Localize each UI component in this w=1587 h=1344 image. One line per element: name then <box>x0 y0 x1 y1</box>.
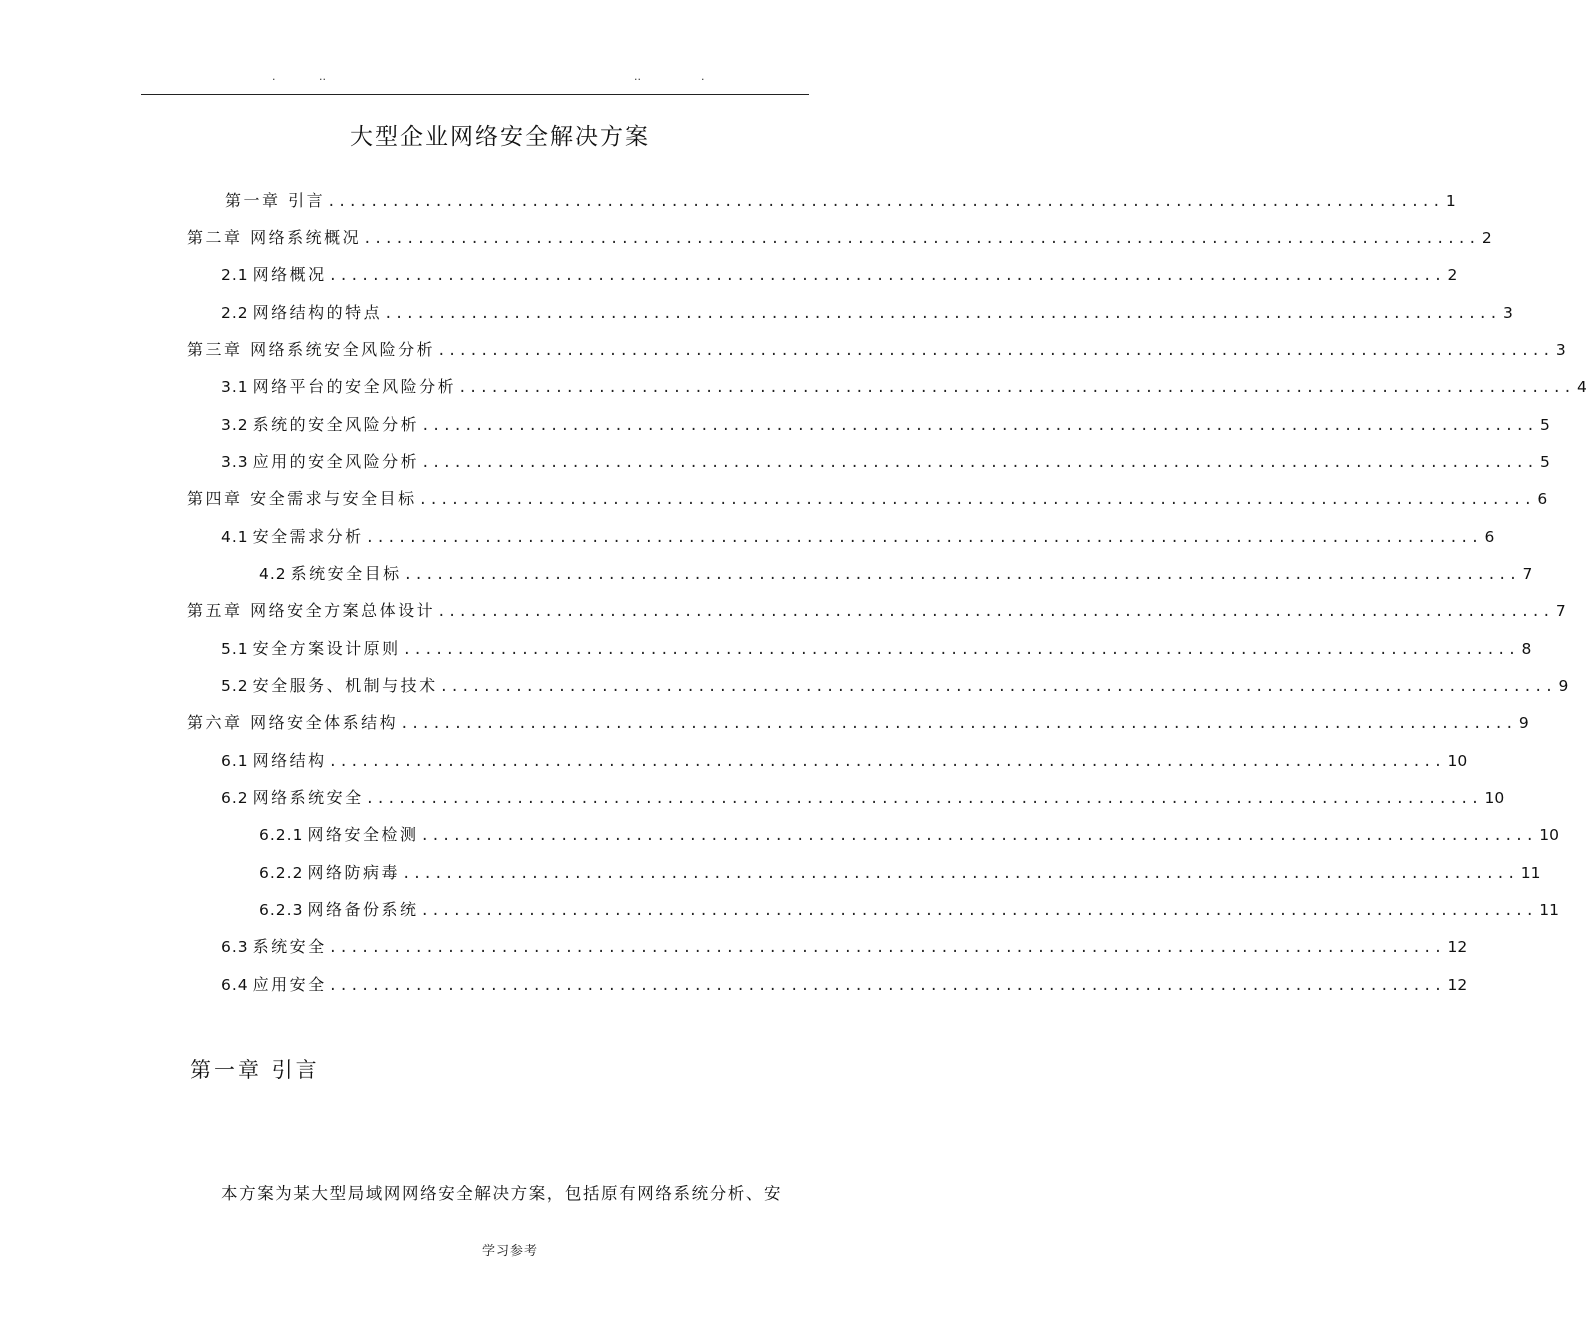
toc-entry-title: 系统安全目标 <box>290 564 402 583</box>
toc-entry-number: 6.2.2 <box>259 864 304 882</box>
document-title: 大型企业网络安全解决方案 <box>350 124 650 150</box>
toc-entry[interactable] <box>183 484 1548 514</box>
toc-entry-number: 2.1 <box>221 266 249 284</box>
toc-entry[interactable] <box>221 298 1513 328</box>
toc-entry-number: 6.3 <box>221 938 249 956</box>
header-mark: .. <box>634 70 641 83</box>
toc-entry-title: 网络概况 <box>252 265 327 284</box>
toc-entry-page: 10 <box>1447 752 1468 770</box>
toc-entry[interactable] <box>221 410 1550 440</box>
toc-entry[interactable] <box>221 522 1495 552</box>
toc-entry-number: 6.2 <box>221 789 249 807</box>
toc-entry-number: 5.1 <box>221 640 249 658</box>
toc-leader-dots: ........................................................................................................ <box>420 828 1537 844</box>
toc-leader-dots: ........................................................................................................ <box>328 754 1445 770</box>
toc-entry-page: 7 <box>1555 602 1566 620</box>
toc-entry-page: 5 <box>1539 416 1550 434</box>
toc-entry-page: 4 <box>1576 378 1587 396</box>
header-mark: . <box>701 70 705 83</box>
toc-leader-dots: ........................................................................................................ <box>400 716 1516 732</box>
toc-entry-page: 12 <box>1447 938 1468 956</box>
toc-entry[interactable] <box>221 372 1587 402</box>
toc-entry-title: 系统的安全风险分析 <box>252 415 420 434</box>
toc-leader-dots: ........................................................................................................ <box>365 791 1482 807</box>
toc-entry-number: 4.2 <box>259 565 287 583</box>
toc-entry-number: 3.3 <box>221 453 249 471</box>
toc-entry-page: 3 <box>1502 304 1513 322</box>
toc-entry-title: 网络系统安全 <box>252 788 364 807</box>
toc-entry-number: 2.2 <box>221 304 249 322</box>
toc-entry-page: 3 <box>1555 341 1566 359</box>
toc-entry[interactable] <box>183 335 1566 365</box>
toc-entry-title: 应用安全 <box>252 975 327 994</box>
toc-leader-dots: ........................................................................................................ <box>420 903 1537 919</box>
toc-leader-dots: ........................................................................................................ <box>328 268 1445 284</box>
body-paragraph: 本方案为某大型局域网网络安全解决方案，包括原有网络系统分析、安 <box>221 1184 783 1203</box>
toc-entry-title: 安全需求分析 <box>252 527 364 546</box>
header-mark: .. <box>319 70 326 83</box>
toc-entry-title: 第五章 网络安全方案总体设计 <box>187 601 436 620</box>
page-footer: 学习参考 <box>481 1244 538 1259</box>
toc-entry-title: 网络安全检测 <box>307 825 419 844</box>
toc-entry[interactable] <box>221 260 1458 290</box>
toc-entry-page: 8 <box>1521 640 1532 658</box>
toc-entry-title: 第四章 安全需求与安全目标 <box>187 489 417 508</box>
toc-entry-page: 9 <box>1558 677 1569 695</box>
toc-entry-page: 6 <box>1484 528 1495 546</box>
toc-entry[interactable] <box>259 820 1559 850</box>
toc-leader-dots: ........................................................................................................ <box>403 567 1520 583</box>
toc-entry-number: 4.1 <box>221 528 249 546</box>
toc-entry[interactable] <box>221 970 1468 1000</box>
toc-entry[interactable] <box>221 783 1505 813</box>
toc-entry-page: 2 <box>1447 266 1458 284</box>
toc-entry-page: 1 <box>1445 192 1456 210</box>
toc-leader-dots: ........................................................................................................ <box>384 306 1500 322</box>
toc-entry-page: 11 <box>1539 901 1559 919</box>
toc-entry-page: 9 <box>1518 714 1529 732</box>
toc-leader-dots: ........................................................................................................ <box>328 940 1445 956</box>
toc-entry-number: 3.1 <box>221 378 249 396</box>
toc-leader-dots: ........................................................................................................ <box>363 231 1479 247</box>
toc-entry[interactable] <box>183 596 1566 626</box>
toc-entry-page: 11 <box>1520 864 1541 882</box>
toc-leader-dots: ........................................................................................................ <box>421 455 1537 471</box>
toc-entry[interactable] <box>259 559 1533 589</box>
toc-entry-number: 6.2.1 <box>259 826 304 844</box>
toc-entry[interactable] <box>221 186 1456 216</box>
toc-leader-dots: ........................................................................................................ <box>328 978 1445 994</box>
toc-leader-dots: ........................................................................................................ <box>327 194 1443 210</box>
toc-leader-dots: ........................................................................................................ <box>421 418 1537 434</box>
toc-entry-title: 系统安全 <box>252 937 327 956</box>
toc-entry-page: 10 <box>1539 826 1559 844</box>
toc-entry-page: 2 <box>1481 229 1492 247</box>
toc-entry-title: 网络防病毒 <box>307 863 400 882</box>
toc-leader-dots: ........................................................................................................ <box>437 343 1553 359</box>
toc-entry-page: 12 <box>1447 976 1468 994</box>
toc-entry-page: 10 <box>1484 789 1505 807</box>
toc-entry-number: 6.4 <box>221 976 249 994</box>
toc-entry-title: 第六章 网络安全体系结构 <box>187 713 399 732</box>
header-mark: . <box>272 70 276 83</box>
toc-leader-dots: ........................................................................................................ <box>439 679 1556 695</box>
toc-leader-dots: ........................................................................................................ <box>365 530 1482 546</box>
toc-entry-page: 6 <box>1537 490 1548 508</box>
chapter-heading: 第一章 引言 <box>190 1058 320 1082</box>
toc-entry[interactable] <box>183 223 1492 253</box>
toc-entry-title: 安全服务、机制与技术 <box>252 676 438 695</box>
toc-entry[interactable] <box>183 708 1529 738</box>
toc-entry[interactable] <box>259 895 1559 925</box>
toc-entry-title: 应用的安全风险分析 <box>252 452 420 471</box>
toc-leader-dots: ........................................................................................................ <box>437 604 1553 620</box>
header-marks <box>0 70 950 90</box>
toc-leader-dots: ........................................................................................................ <box>418 492 1535 508</box>
toc-entry[interactable] <box>221 671 1569 701</box>
toc-entry[interactable] <box>259 858 1541 888</box>
toc-entry-number: 6.1 <box>221 752 249 770</box>
toc-entry[interactable] <box>221 746 1468 776</box>
toc-entry[interactable] <box>221 634 1532 664</box>
toc-entry-number: 6.2.3 <box>259 901 304 919</box>
toc-entry-title: 第二章 网络系统概况 <box>187 228 362 247</box>
toc-entry-title: 第一章 引言 <box>225 191 326 210</box>
toc-entry-title: 网络结构的特点 <box>252 303 383 322</box>
toc-leader-dots: ........................................................................................................ <box>458 380 1574 396</box>
toc-entry[interactable] <box>221 932 1468 962</box>
toc-entry-number: 5.2 <box>221 677 249 695</box>
toc-entry-title: 网络备份系统 <box>307 900 419 919</box>
toc-entry-page: 5 <box>1539 453 1550 471</box>
toc-entry-title: 第三章 网络系统安全风险分析 <box>187 340 436 359</box>
toc-entry-title: 安全方案设计原则 <box>252 639 401 658</box>
toc-entry-page: 7 <box>1522 565 1533 583</box>
toc-leader-dots: ........................................................................................................ <box>401 866 1518 882</box>
toc-entry-title: 网络平台的安全风险分析 <box>252 377 457 396</box>
toc-leader-dots: ........................................................................................................ <box>402 642 1519 658</box>
header-rule <box>141 94 809 95</box>
toc-entry[interactable] <box>221 447 1550 477</box>
toc-entry-title: 网络结构 <box>252 751 327 770</box>
toc-entry-number: 3.2 <box>221 416 249 434</box>
